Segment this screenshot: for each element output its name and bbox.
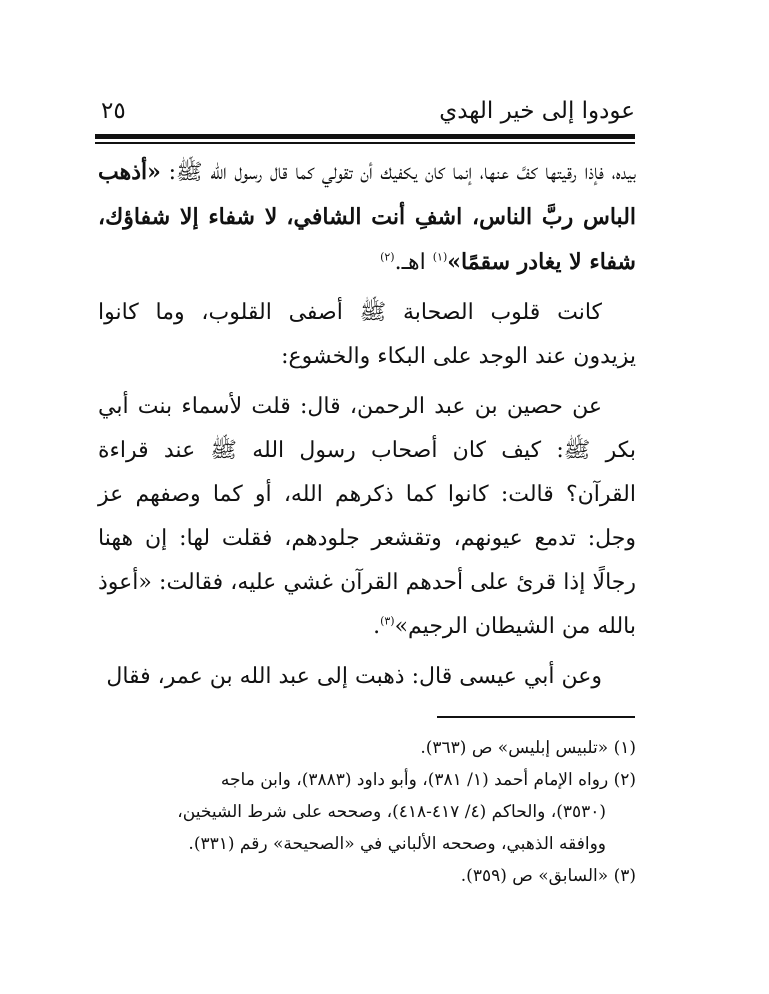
page-number: ٢٥	[101, 98, 126, 124]
footnote-marker: (١)	[432, 250, 448, 264]
footnote-3: (٣) «السابق» ص (٣٥٩).	[460, 866, 636, 886]
text-line: عن حصين بن عبد الرحمن، قال: قلت لأسماء بنت أبي	[98, 394, 602, 419]
text-line: على أحدهم القرآن غشي عليه، فقالت: «أعوذ بالله من	[98, 570, 636, 639]
main-text	[98, 150, 636, 699]
header-rule-thin	[95, 142, 635, 144]
paragraph-4	[98, 655, 636, 699]
text-line: عيونهم، وتقشعر جلودهم، فقلت لها: إن ههنا رجالًا إذا قرئ	[98, 526, 636, 595]
running-title: عودوا إلى خير الهدي	[439, 98, 635, 124]
text-line: بيده، فإذا رقيتها كفَّ عنها، إنما كان يكفيك أن تقولي كما قال	[269, 160, 636, 185]
text-line: كانت قلوب الصحابة ﷺ أصفى القلوب، وما كانوا	[98, 300, 602, 325]
footnote-separator	[437, 716, 635, 718]
text-line: الشيطان الرجيم»	[394, 614, 555, 639]
hadith-quote: «أذهب الباس ربَّ الناس، اشفِ أنت الشافي،	[98, 159, 637, 230]
paragraph-2	[98, 291, 636, 379]
text-line: وعن أبي عيسى قال: ذهبت إلى عبد الله بن عمر، فقال	[106, 664, 602, 689]
footnote-2-continued: (٣٥٣٠)، والحاكم (٤/ ٤١٧-٤١٨)، وصححه على شرط الشيخين،	[177, 802, 606, 822]
text-line: يزيدون عند الوجد على البكاء والخشوع:	[281, 344, 636, 369]
header-rule-thick	[95, 134, 635, 139]
hadith-quote: لا شفاء إلا شفاؤك، شفاء لا يغادر سقمًا»	[98, 204, 636, 275]
footnotes	[100, 732, 636, 892]
text-line: .	[373, 614, 381, 639]
footnote-2-continued: ووافقه الذهبي، وصححه الألباني في «الصحيحة» رقم (٣٣١).	[188, 834, 606, 854]
text-line: بكر ﷺ: كيف كان أصحاب رسول الله ﷺ عند قراءة القرآن؟	[98, 438, 636, 507]
paragraph-1	[98, 150, 636, 285]
page-header	[95, 92, 635, 128]
footnote-2: (٢) رواه الإمام أحمد (١/ ٣٨١)، وأبو داود (٣٨٨٣)، وابن ماجه	[220, 770, 636, 790]
footnote-marker: (٣)	[380, 614, 395, 628]
text-line: قالت: كانوا كما ذكرهم الله، أو كما وصفهم عز وجل: تدمع	[98, 482, 636, 551]
paragraph-3	[98, 385, 636, 649]
text-line: رسول الله ﷺ:	[160, 160, 263, 185]
footnote-1: (١) «تلبيس إبليس» ص (٣٦٣).	[420, 738, 636, 758]
text-line: اهـ.	[394, 250, 433, 275]
footnote-marker: (٢)	[380, 250, 395, 264]
